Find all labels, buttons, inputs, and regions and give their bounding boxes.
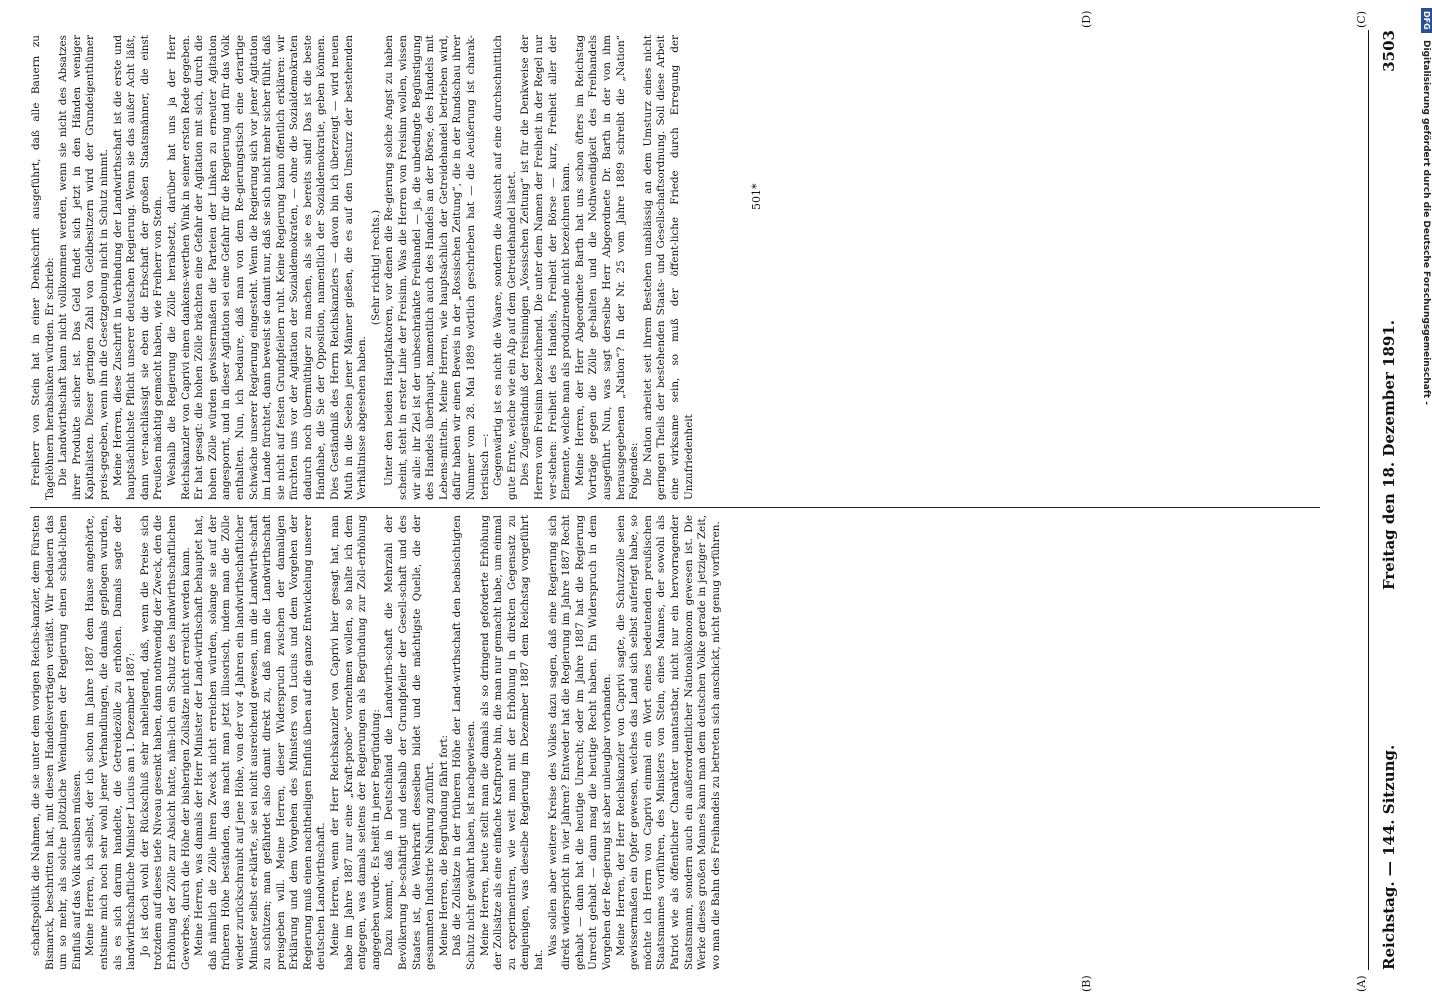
header-date: Freitag den 18. Dezember 1891. [1380, 320, 1398, 590]
paragraph: Die Landwirthschaft kann nicht vollkommen werden, wenn sie nicht des Absatzes ihrer Produkte sicher ist. Das Geld findet sich jetzt in den Händen weniger Kapitalisten. Dieser geringen Zahl von Geldbesitzern wird der Grundeigenthümer preis-gegeben, wenn ihn die Gesetzgebung nicht in Schutz nimmt. [57, 35, 110, 500]
paragraph: Jo ist doch wohl der Rückschluß sehr naheliegend, daß, wenn die Preise sich trotzdem auf dieses tiefe Niveau gesenkt haben, dann nothwendig der Zweck, den die Erhöhung der Zölle zur Absicht hatte, näm-lich ein Schutz des landwirthschaftlichen Gewerbes, durch die Höhe der bisherigen Zollsätze nicht erreicht werden kann. [138, 515, 192, 970]
paragraph: Daß die Zollsätze in der früheren Höhe der Land-wirthschaft den beabsichtigten Schutz nicht gewährt haben, ist nachgewiesen. [451, 515, 477, 970]
header-left: Reichstag. — 144. Sitzung. [1380, 744, 1398, 970]
column-divider [30, 507, 1320, 508]
paragraph: Dies Zugeständniß der freisinnigen „Vossischen Zeitung“ ist für die Denkweise der Herren vom Freisinn bezeichnend. Die unter dem Namen der Freiheit in der Regel nur ver-stehen: Freiheit des Handels, Freiheit der Börse — kurz, Freiheit aller der Elemente, welche man als produzirende nicht bezeichnen kann. [519, 35, 573, 500]
header-rule [1368, 30, 1369, 970]
dfg-logo: DFG [1421, 8, 1432, 33]
paragraph: Meine Herren, diese Zuschrift in Verbindung der Landwirthschaft ist die erste und hauptsächlichste Pflicht unserer deutschen Regierung. Wenn sie das außer Acht läßt, dann ver-nachlässigt sie eben die Erbschaft der großen Staatsmänner, die einst Preußen mächtig gemacht haben, wie Freiherr von Stein. [111, 35, 165, 500]
margin-mark-d: (D) [1080, 10, 1093, 28]
digitization-credit: Digitalisierung gefördert durch die Deutsche Forschungsgemeinschaft - [1421, 40, 1431, 405]
sheet-signature: 501* [750, 183, 763, 210]
margin-mark-a: (A) [1355, 975, 1368, 992]
margin-mark-b: (B) [1080, 975, 1093, 992]
paragraph: Was sollen aber weitere Kreise des Volkes dazu sagen, daß eine Regierung sich direkt widerspricht in vier Jahren? Entweder hat die Regierung im Jahre 1887 Recht gehabt — dann hat die heutige Unrecht; oder im Jahre 1887 hat die Regierung Unrecht gehabt — dann mag die heutige Recht haben. Ein Widerspruch in dem Vorgehen der Re-gierung ist aber unleugbar vorhanden. [546, 515, 613, 970]
paragraph: Die Nation arbeitet seit ihrem Bestehen unablässig an dem Umsturz eines nicht geringen Theils der bestehenden Staats- und Gesellschaftsordnung. Soll diese Arbeit eine wirksame sein, so muß der öffent-liche Friede durch Erregung der Unzufriedenheit [641, 35, 695, 500]
paragraph: Meine Herren, was damals der Herr Minister der Land-wirthschaft behauptet hat, daß nämlich die Zölle ihren Zweck nicht erreichen würden, solange sie auf der früheren Höhe beständen, das macht man jetzt illusorisch, indem man die Zölle wieder zurückschraubt auf jene Höhe, von der vor 4 Jahren ein landwirthschaftlicher Minister selbst er-klärte, sie sei nicht ausreichend gewesen, um die Landwirth-schaft zu schützen; man gefährdet also damit direkt zu, daß man die Landwirthschaft preisgeben will. Meine Herren, dieser Widerspruch zwischen der damaligen Erklärung und dem Vorgehen des Ministers von Lucius und dem Vorgehen der Regierung muß einen nachtheiligen Einfluß üben auf die ganze Entwickelung unserer deutschen Landwirthschaft. [193, 515, 328, 970]
paragraph: Dazu kommt, daß in Deutschland die Landwirth-schaft die Mehrzahl der Bevölkerung be-schäftigt und deshalb der Grundpfeiler der Gesell-schaft und des Staates ist, die Wehrkraft desselben bildet und die mächtigste Quelle, die der gesammten Industrie Nahrung zuführt. [383, 515, 437, 970]
paragraph: Meine Herren, wenn der Herr Reichskanzler von Caprivi hier gesagt hat, man habe im Jahre 1887 nur eine „Kraft-probe“ vornehmen wollen, so halte ich dem entgegen, was damals seitens der Regierungen als Begründung zur Zoll-erhöhung angegeben wurde. Es heißt in jener Begründung: [329, 515, 382, 970]
margin-mark-c: (C) [1355, 11, 1368, 28]
paragraph: Meine Herren, ich selbst, der ich schon im Jahre 1887 dem Hause angehörte, entsinne mich noch sehr wohl jener Verhandlungen, die damals gepflogen wurden, als es sich darum handelte, die Getreidezölle zu erhöhen. Damals sagte der landwirthschaftliche Minister Lucius am 1. Dezember 1887: [84, 515, 138, 970]
paragraph: Freiherr von Stein hat in einer Denkschrift ausgeführt, daß alle Bauern zu Tagelöhnern herabsinken würden. Er schrieb: [30, 35, 56, 500]
paragraph: Unter den beiden Hauptfaktoren, vor denen die Re-gierung solche Angst zu haben scheint, steht in erster Linie der Freisinn. Was die Herren von Freisinn wollen, wissen wir alle: ihr Ziel ist der unbeschränkte Freihandel — ja, die unbedingte Begünstigung des Handels überhaupt, namentlich auch des Handels an der Börse, des Handels mit Lebens-mitteln. Meine Herren, wie hauptsächlich der Getreidehandel betrieben wird, dafür haben wir einen Beweis in der „Rossischen Zeitung“, die in der Rundschau ihrer Nummer vom 28. Mai 1889 wörtlich geschrieben hat — die Aeußerung ist charak-teristisch —: [383, 35, 491, 500]
paragraph: Meine Herren, der Herr Abgeordnete Barth hat uns schon öfters im Reichstag Vorträge gegen die Zölle ge-halten und die Nothwendigkeit des Freihandels ausgeführt. Nun, was sagt derselbe Herr Abgeordnete Dr. Barth in der von ihm herausgegebenen „Nation“? In der Nr. 25 vom Jahre 1889 schreibt die „Nation“ Folgendes: [573, 35, 641, 500]
paragraph: (Sehr richtig! rechts.) [369, 209, 382, 326]
left-column [30, 515, 1320, 970]
paragraph: Weshalb die Regierung die Zölle herabsetzt, darüber hat uns ja der Herr Reichskanzler von Caprivi einen dankens-werthen Wink in seiner ersten Rede gegeben. Er hat gesagt: die hohen Zölle brächten eine Gefahr der Agitation mit sich, durch die hohen Zölle würden gewissermaßen die Parteien der Linken zu erneuter Agitation angespornt, und in dieser Agitation sei eine Gefahr für die Regierung und für das Volk enthalten. Nun, ich bedaure, daß man von dem Re-gierungstisch eine derartige Schwäche unserer Regierung eingesteht. Wenn die Regierung sich vor jener Agitation im Lande fürchtet, dann beweist sie damit nur, daß sie sich nicht mehr sicher fühlt, daß sie nicht auf festen Grundpfeilern ruht. Keine Regierung kann öffentlich erklären: wir fürchten uns vor der Agitation der Sozialdemokraten, — ohne die Sozialdemokraten dadurch noch übermüthiger zu machen, als sie es bereits sind! Das ist die beste Handhabe, die Sie der Opposition, namentlich der Sozialdemokratie, geben können. Dies Geständniß des Herrn Reichskanzlers — davon bin ich überzeugt — wird neuen Muth in die Seelen jener Männer gießen, die es auf den Umsturz der bestehenden Verhältnisse abgesehen haben. [165, 35, 369, 500]
right-column [30, 35, 1320, 500]
paragraph: Meine Herren, der Herr Reichskanzler von Caprivi sagte, die Schutzzölle seien gewissermaßen ein Opfer gewesen, welches das Land sich selbst auferlegt habe, so möchte ich Herrn von Caprivi einmal ein Wort eines bedeutenden preußischen Staatsmannes vorführen, des Ministers von Stein, eines Mannes, der sowohl als Patriot wie als öffentlicher Charakter unantastbar, nicht nur ein hervorragender Staatsmann, sondern auch ein außerordentlicher Nationalökonom gewesen ist. Die Werke dieses großen Mannes kann man dem deutschen Volke gerade in jetziger Zeit, wo man die Bahn des Freihandels zu betreten sich anschickt, nicht genug vorführen. [614, 515, 722, 970]
paragraph: Gegenwärtig ist es nicht die Waare, sondern die Aussicht auf eine durchschnittlich gute Ernte, welche wie ein Alp auf dem Getreidehandel lastet. [492, 35, 518, 500]
paragraph: schaftspolitik die Nahmen, die sie unter dem vorigen Reichs-kanzler, dem Fürsten Bismarck, beschritten hat, mit diesen Handelsverträgen verläßt. Wir bedauern das um so mehr, als solche plötzliche Wendungen der Regierung einen schäd-lichen Einfluß auf das Volk ausüben müssen. [30, 515, 83, 970]
paragraph: Meine Herren, heute stellt man die damals als so dringend geforderte Erhöhung der Zollsätze als eine einfache Kraftprobe hin, die man nur gemacht habe, um einmal zu experimentiren, wie weit man mit der Erhöhung in direkten Gegensatz zu demjenigen, was dieselbe Regierung im Dezember 1887 dem Reichstag vorgeführt hat. [478, 515, 545, 970]
page-header [1380, 30, 1408, 970]
page-number: 3503 [1380, 30, 1398, 72]
paragraph: Meine Herren, die Begründung fährt fort: [437, 735, 450, 956]
credit-strip [1418, 0, 1432, 1000]
